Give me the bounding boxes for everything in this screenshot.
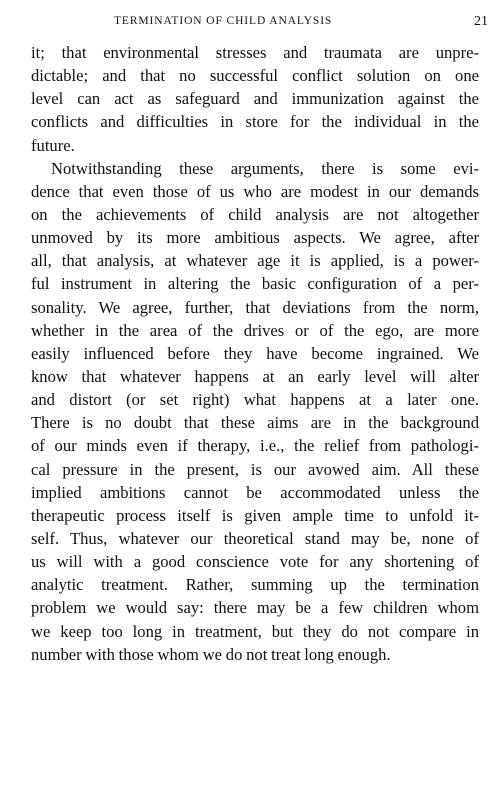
text-line: Notwithstanding these arguments, there is some evi- [51,158,479,178]
text-line: future. [31,135,75,155]
paragraph-1 [31,41,479,157]
text-line: on the achievements of child analysis are not altogether [31,204,479,224]
text-line: easily influenced before they have become ingrained. We [31,343,479,363]
text-line: cal pressure in the present, is our avowed aim. All these [31,459,479,479]
text-line: analytic treatment. Rather, summing up the termination [31,575,479,595]
text-line: unmoved by its more ambitious aspects. We agree, after [31,228,479,248]
text-line: therapeutic process itself is given ample time to unfold it- [31,505,479,525]
text-line: self. Thus, whatever our theoretical stand may be, none of [31,528,479,548]
text-line: and distort (or set right) what happens at a later one. [31,390,479,410]
text-line: dictable; and that no successful conflict solution on one [31,66,479,86]
text-line: whether in the area of the drives or of the ego, are more [31,320,479,340]
page-number: 21 [474,14,488,29]
text-line: implied ambitions cannot be accommodated unless the [31,482,479,502]
text-line: conflicts and difficulties in store for the individual in the [31,112,479,132]
text-line: of our minds even if therapy, i.e., the relief from pathologi- [31,436,479,456]
paragraph-2 [31,157,479,666]
text-line: dence that even those of us who are modest in our demands [31,181,479,201]
text-line: we keep too long in treatment, but they do not compare in [31,621,479,641]
body-text [31,41,479,666]
running-head [32,15,488,35]
text-line: problem we would say: there may be a few children whom [31,598,479,618]
text-line: level can act as safeguard and immunization against the [31,89,479,109]
text-line: all, that analysis, at whatever age it is applied, is a power- [31,251,479,271]
text-line: us will with a good conscience vote for any shortening of [31,552,479,572]
text-line: it; that environmental stresses and traumata are unpre- [31,43,479,62]
text-line: ful instrument in altering the basic configuration of a per- [31,274,479,294]
text-line: know that whatever happens at an early level will alter [31,366,479,386]
running-title: TERMINATION OF CHILD ANALYSIS [114,15,333,27]
text-line: sonality. We agree, further, that deviations from the norm, [31,297,479,317]
text-line: number with those whom we do not treat long enough. [31,644,391,664]
text-line: There is no doubt that these aims are in the background [31,413,479,433]
